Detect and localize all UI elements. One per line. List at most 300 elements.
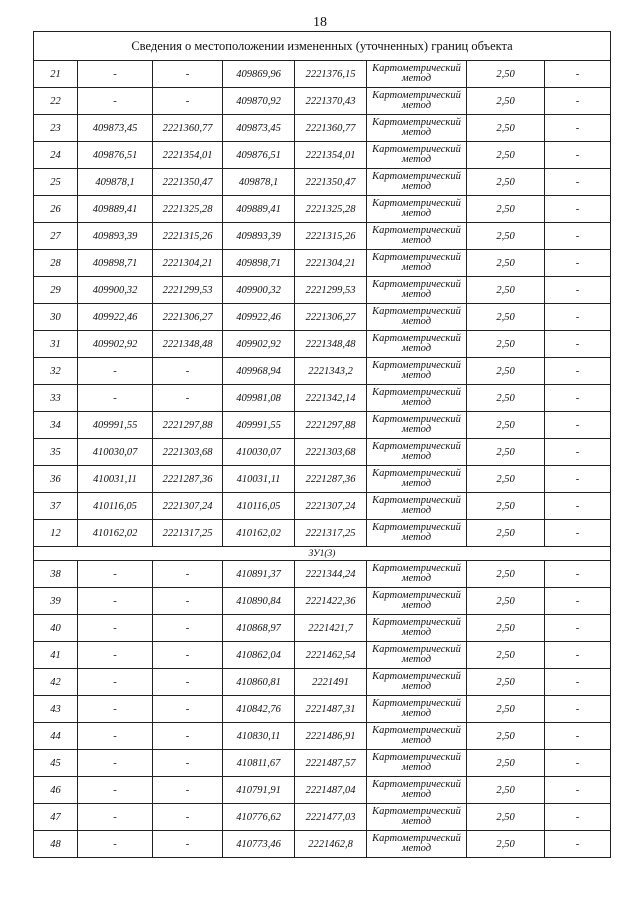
note-cell: - (545, 358, 611, 385)
method-line2: метод (401, 600, 432, 611)
existing-y-cell: 2221287,36 (153, 466, 223, 493)
updated-x-cell: 410162,02 (223, 520, 295, 547)
existing-y-cell: - (153, 804, 223, 831)
method-line2: метод (401, 505, 432, 516)
method-line1: Картометрический (372, 414, 461, 425)
existing-y-cell: - (153, 642, 223, 669)
existing-x-cell: 410031,11 (78, 466, 153, 493)
method-cell (367, 777, 467, 804)
table-row (34, 223, 611, 250)
precision-cell: 2,50 (467, 88, 545, 115)
method-line2: метод (401, 424, 432, 435)
existing-y-cell: 2221360,77 (153, 115, 223, 142)
table-row (34, 520, 611, 547)
point-number-cell: 32 (34, 358, 78, 385)
updated-x-cell: 410862,04 (223, 642, 295, 669)
method-cell (367, 750, 467, 777)
note-cell: - (545, 331, 611, 358)
updated-y-cell: 2221344,24 (295, 561, 367, 588)
method-line1: Картометрический (372, 468, 461, 479)
updated-y-cell: 2221299,53 (295, 277, 367, 304)
existing-y-cell: 2221299,53 (153, 277, 223, 304)
table-row (34, 169, 611, 196)
table-row (34, 696, 611, 723)
updated-x-cell: 410830,11 (223, 723, 295, 750)
method-line1: Картометрический (372, 144, 461, 155)
existing-y-cell: 2221306,27 (153, 304, 223, 331)
table-row (34, 358, 611, 385)
updated-y-cell: 2221315,26 (295, 223, 367, 250)
existing-y-cell: 2221354,01 (153, 142, 223, 169)
method-line1: Картометрический (372, 225, 461, 236)
note-cell: - (545, 777, 611, 804)
table-row (34, 669, 611, 696)
updated-y-cell: 2221477,03 (295, 804, 367, 831)
note-cell: - (545, 669, 611, 696)
updated-y-cell: 2221306,27 (295, 304, 367, 331)
method-line2: метод (401, 235, 432, 246)
note-cell: - (545, 804, 611, 831)
method-line2: метод (401, 654, 432, 665)
updated-x-cell: 410791,91 (223, 777, 295, 804)
point-number-cell: 41 (34, 642, 78, 669)
point-number-cell: 44 (34, 723, 78, 750)
point-number-cell: 23 (34, 115, 78, 142)
point-number-cell: 40 (34, 615, 78, 642)
precision-cell: 2,50 (467, 115, 545, 142)
precision-cell: 2,50 (467, 142, 545, 169)
existing-y-cell: 2221350,47 (153, 169, 223, 196)
note-cell: - (545, 250, 611, 277)
table-row (34, 493, 611, 520)
existing-y-cell: 2221325,28 (153, 196, 223, 223)
point-number-cell: 38 (34, 561, 78, 588)
method-cell (367, 223, 467, 250)
method-line1: Картометрический (372, 698, 461, 709)
note-cell: - (545, 412, 611, 439)
updated-y-cell: 2221325,28 (295, 196, 367, 223)
note-cell: - (545, 304, 611, 331)
method-cell (367, 61, 467, 88)
table-row (34, 588, 611, 615)
point-number-cell: 30 (34, 304, 78, 331)
method-line2: метод (401, 127, 432, 138)
method-line2: метод (401, 262, 432, 273)
existing-x-cell: 409900,32 (78, 277, 153, 304)
method-line2: метод (401, 208, 432, 219)
table-row (34, 831, 611, 858)
precision-cell: 2,50 (467, 61, 545, 88)
table-row (34, 615, 611, 642)
point-number-cell: 28 (34, 250, 78, 277)
method-line1: Картометрический (372, 522, 461, 533)
point-number-cell: 27 (34, 223, 78, 250)
existing-x-cell: - (78, 588, 153, 615)
method-cell (367, 669, 467, 696)
table-row (34, 304, 611, 331)
point-number-cell: 45 (34, 750, 78, 777)
precision-cell: 2,50 (467, 466, 545, 493)
updated-x-cell: 409922,46 (223, 304, 295, 331)
updated-y-cell: 2221491 (295, 669, 367, 696)
existing-y-cell: - (153, 750, 223, 777)
precision-cell: 2,50 (467, 723, 545, 750)
point-number-cell: 31 (34, 331, 78, 358)
note-cell: - (545, 588, 611, 615)
precision-cell: 2,50 (467, 750, 545, 777)
method-cell (367, 466, 467, 493)
method-line1: Картометрический (372, 779, 461, 790)
method-line2: метод (401, 181, 432, 192)
precision-cell: 2,50 (467, 831, 545, 858)
updated-x-cell: 410776,62 (223, 804, 295, 831)
method-line2: метод (401, 100, 432, 111)
updated-y-cell: 2221307,24 (295, 493, 367, 520)
updated-y-cell: 2221462,54 (295, 642, 367, 669)
existing-x-cell: 410162,02 (78, 520, 153, 547)
existing-x-cell: - (78, 88, 153, 115)
note-cell: - (545, 723, 611, 750)
method-line1: Картометрический (372, 279, 461, 290)
note-cell: - (545, 439, 611, 466)
existing-y-cell: - (153, 561, 223, 588)
note-cell: - (545, 142, 611, 169)
method-line1: Картометрический (372, 671, 461, 682)
method-cell (367, 250, 467, 277)
table-row (34, 142, 611, 169)
method-line1: Картометрический (372, 590, 461, 601)
section-label: ЗУ1(3) (34, 547, 611, 561)
precision-cell: 2,50 (467, 412, 545, 439)
method-line1: Картометрический (372, 198, 461, 209)
method-line1: Картометрический (372, 117, 461, 128)
method-line1: Картометрический (372, 644, 461, 655)
precision-cell: 2,50 (467, 615, 545, 642)
point-number-cell: 34 (34, 412, 78, 439)
method-cell (367, 304, 467, 331)
table-row (34, 723, 611, 750)
existing-x-cell: 409898,71 (78, 250, 153, 277)
method-line2: метод (401, 343, 432, 354)
updated-x-cell: 409898,71 (223, 250, 295, 277)
updated-x-cell: 409869,96 (223, 61, 295, 88)
updated-y-cell: 2221303,68 (295, 439, 367, 466)
method-cell (367, 723, 467, 750)
updated-y-cell: 2221342,14 (295, 385, 367, 412)
existing-y-cell: 2221303,68 (153, 439, 223, 466)
table-row (34, 777, 611, 804)
method-line2: метод (401, 735, 432, 746)
method-line1: Картометрический (372, 563, 461, 574)
method-cell (367, 412, 467, 439)
method-line1: Картометрический (372, 752, 461, 763)
method-line2: метод (401, 370, 432, 381)
method-line2: метод (401, 708, 432, 719)
page-number: 18 (313, 15, 327, 30)
existing-x-cell: - (78, 642, 153, 669)
boundary-coordinates-table (33, 31, 611, 858)
updated-y-cell: 2221348,48 (295, 331, 367, 358)
note-cell: - (545, 61, 611, 88)
method-line1: Картометрический (372, 252, 461, 263)
table-row (34, 642, 611, 669)
method-cell (367, 358, 467, 385)
updated-y-cell: 2221486,91 (295, 723, 367, 750)
table-row (34, 196, 611, 223)
existing-x-cell: 410116,05 (78, 493, 153, 520)
point-number-cell: 48 (34, 831, 78, 858)
table-row (34, 385, 611, 412)
note-cell: - (545, 196, 611, 223)
point-number-cell: 24 (34, 142, 78, 169)
method-cell (367, 277, 467, 304)
precision-cell: 2,50 (467, 223, 545, 250)
precision-cell: 2,50 (467, 493, 545, 520)
method-line1: Картометрический (372, 806, 461, 817)
method-cell (367, 561, 467, 588)
method-line1: Картометрический (372, 617, 461, 628)
existing-x-cell: 410030,07 (78, 439, 153, 466)
table-row (34, 331, 611, 358)
method-cell (367, 696, 467, 723)
existing-x-cell: 409902,92 (78, 331, 153, 358)
updated-x-cell: 409902,92 (223, 331, 295, 358)
method-line2: метод (401, 627, 432, 638)
existing-x-cell: - (78, 831, 153, 858)
updated-y-cell: 2221487,31 (295, 696, 367, 723)
existing-x-cell: 409873,45 (78, 115, 153, 142)
note-cell: - (545, 493, 611, 520)
updated-x-cell: 409981,08 (223, 385, 295, 412)
updated-y-cell: 2221360,77 (295, 115, 367, 142)
table-row (34, 250, 611, 277)
note-cell: - (545, 385, 611, 412)
method-cell (367, 196, 467, 223)
point-number-cell: 37 (34, 493, 78, 520)
updated-y-cell: 2221317,25 (295, 520, 367, 547)
note-cell: - (545, 615, 611, 642)
table-title: Сведения о местоположении измененных (уточненных) границ объекта (34, 32, 611, 61)
updated-x-cell: 410890,84 (223, 588, 295, 615)
updated-y-cell: 2221304,21 (295, 250, 367, 277)
updated-x-cell: 410842,76 (223, 696, 295, 723)
method-cell (367, 493, 467, 520)
precision-cell: 2,50 (467, 196, 545, 223)
precision-cell: 2,50 (467, 439, 545, 466)
method-cell (367, 169, 467, 196)
updated-x-cell: 410868,97 (223, 615, 295, 642)
method-line1: Картометрический (372, 90, 461, 101)
updated-x-cell: 410116,05 (223, 493, 295, 520)
precision-cell: 2,50 (467, 669, 545, 696)
table-row (34, 466, 611, 493)
method-line2: метод (401, 73, 432, 84)
method-line1: Картометрический (372, 725, 461, 736)
table-row (34, 115, 611, 142)
table-row (34, 88, 611, 115)
method-cell (367, 615, 467, 642)
method-line1: Картометрический (372, 441, 461, 452)
method-line2: метод (401, 478, 432, 489)
existing-x-cell: 409876,51 (78, 142, 153, 169)
existing-x-cell: 409878,1 (78, 169, 153, 196)
method-cell (367, 439, 467, 466)
precision-cell: 2,50 (467, 642, 545, 669)
existing-x-cell: 409893,39 (78, 223, 153, 250)
precision-cell: 2,50 (467, 277, 545, 304)
updated-y-cell: 2221421,7 (295, 615, 367, 642)
method-line2: метод (401, 451, 432, 462)
note-cell: - (545, 831, 611, 858)
method-line2: метод (401, 289, 432, 300)
existing-x-cell: - (78, 696, 153, 723)
note-cell: - (545, 115, 611, 142)
note-cell: - (545, 696, 611, 723)
method-line1: Картометрический (372, 387, 461, 398)
updated-y-cell: 2221422,36 (295, 588, 367, 615)
existing-y-cell: - (153, 358, 223, 385)
updated-x-cell: 409991,55 (223, 412, 295, 439)
method-cell (367, 331, 467, 358)
updated-x-cell: 410031,11 (223, 466, 295, 493)
method-line1: Картометрический (372, 833, 461, 844)
existing-y-cell: - (153, 88, 223, 115)
method-cell (367, 831, 467, 858)
existing-x-cell: - (78, 777, 153, 804)
existing-x-cell: - (78, 723, 153, 750)
updated-y-cell: 2221287,36 (295, 466, 367, 493)
table-row (34, 804, 611, 831)
updated-y-cell: 2221370,43 (295, 88, 367, 115)
updated-y-cell: 2221354,01 (295, 142, 367, 169)
method-line2: метод (401, 154, 432, 165)
method-line1: Картометрический (372, 360, 461, 371)
updated-y-cell: 2221487,57 (295, 750, 367, 777)
existing-y-cell: 2221304,21 (153, 250, 223, 277)
method-line2: метод (401, 681, 432, 692)
precision-cell: 2,50 (467, 169, 545, 196)
note-cell: - (545, 520, 611, 547)
existing-y-cell: - (153, 777, 223, 804)
table-row (34, 412, 611, 439)
method-cell (367, 804, 467, 831)
precision-cell: 2,50 (467, 520, 545, 547)
existing-y-cell: - (153, 385, 223, 412)
point-number-cell: 43 (34, 696, 78, 723)
updated-x-cell: 410891,37 (223, 561, 295, 588)
point-number-cell: 46 (34, 777, 78, 804)
point-number-cell: 21 (34, 61, 78, 88)
updated-x-cell: 409876,51 (223, 142, 295, 169)
table-row (34, 750, 611, 777)
precision-cell: 2,50 (467, 696, 545, 723)
note-cell: - (545, 223, 611, 250)
note-cell: - (545, 88, 611, 115)
precision-cell: 2,50 (467, 358, 545, 385)
updated-y-cell: 2221350,47 (295, 169, 367, 196)
existing-x-cell: - (78, 615, 153, 642)
table-row (34, 439, 611, 466)
updated-y-cell: 2221487,04 (295, 777, 367, 804)
method-line1: Картометрический (372, 63, 461, 74)
updated-x-cell: 410030,07 (223, 439, 295, 466)
point-number-cell: 42 (34, 669, 78, 696)
method-line2: метод (401, 843, 432, 854)
precision-cell: 2,50 (467, 561, 545, 588)
method-line1: Картометрический (372, 333, 461, 344)
section-header-row (34, 547, 611, 561)
existing-x-cell: - (78, 750, 153, 777)
existing-y-cell: 2221317,25 (153, 520, 223, 547)
updated-x-cell: 409968,94 (223, 358, 295, 385)
note-cell: - (545, 169, 611, 196)
note-cell: - (545, 277, 611, 304)
updated-x-cell: 410811,67 (223, 750, 295, 777)
method-line2: метод (401, 816, 432, 827)
method-line2: метод (401, 762, 432, 773)
method-cell (367, 642, 467, 669)
existing-y-cell: - (153, 831, 223, 858)
method-cell (367, 588, 467, 615)
method-line1: Картометрический (372, 171, 461, 182)
existing-x-cell: - (78, 61, 153, 88)
existing-x-cell: - (78, 804, 153, 831)
existing-x-cell: - (78, 358, 153, 385)
updated-x-cell: 410773,46 (223, 831, 295, 858)
precision-cell: 2,50 (467, 804, 545, 831)
method-cell (367, 115, 467, 142)
existing-y-cell: 2221348,48 (153, 331, 223, 358)
point-number-cell: 36 (34, 466, 78, 493)
existing-y-cell: 2221315,26 (153, 223, 223, 250)
updated-x-cell: 409893,39 (223, 223, 295, 250)
method-cell (367, 88, 467, 115)
updated-y-cell: 2221297,88 (295, 412, 367, 439)
point-number-cell: 25 (34, 169, 78, 196)
existing-y-cell: - (153, 615, 223, 642)
method-line1: Картометрический (372, 306, 461, 317)
existing-x-cell: 409991,55 (78, 412, 153, 439)
table-row (34, 61, 611, 88)
point-number-cell: 12 (34, 520, 78, 547)
point-number-cell: 29 (34, 277, 78, 304)
existing-x-cell: 409922,46 (78, 304, 153, 331)
method-cell (367, 385, 467, 412)
existing-y-cell: - (153, 669, 223, 696)
precision-cell: 2,50 (467, 304, 545, 331)
existing-y-cell: - (153, 723, 223, 750)
updated-y-cell: 2221462,8 (295, 831, 367, 858)
point-number-cell: 26 (34, 196, 78, 223)
existing-y-cell: - (153, 588, 223, 615)
point-number-cell: 33 (34, 385, 78, 412)
updated-x-cell: 409870,92 (223, 88, 295, 115)
point-number-cell: 39 (34, 588, 78, 615)
updated-x-cell: 409889,41 (223, 196, 295, 223)
point-number-cell: 35 (34, 439, 78, 466)
precision-cell: 2,50 (467, 331, 545, 358)
point-number-cell: 47 (34, 804, 78, 831)
method-cell (367, 520, 467, 547)
existing-y-cell: - (153, 61, 223, 88)
note-cell: - (545, 561, 611, 588)
method-line2: метод (401, 316, 432, 327)
existing-y-cell: 2221307,24 (153, 493, 223, 520)
updated-y-cell: 2221376,15 (295, 61, 367, 88)
note-cell: - (545, 466, 611, 493)
table-header-row (34, 32, 611, 61)
existing-x-cell: - (78, 385, 153, 412)
